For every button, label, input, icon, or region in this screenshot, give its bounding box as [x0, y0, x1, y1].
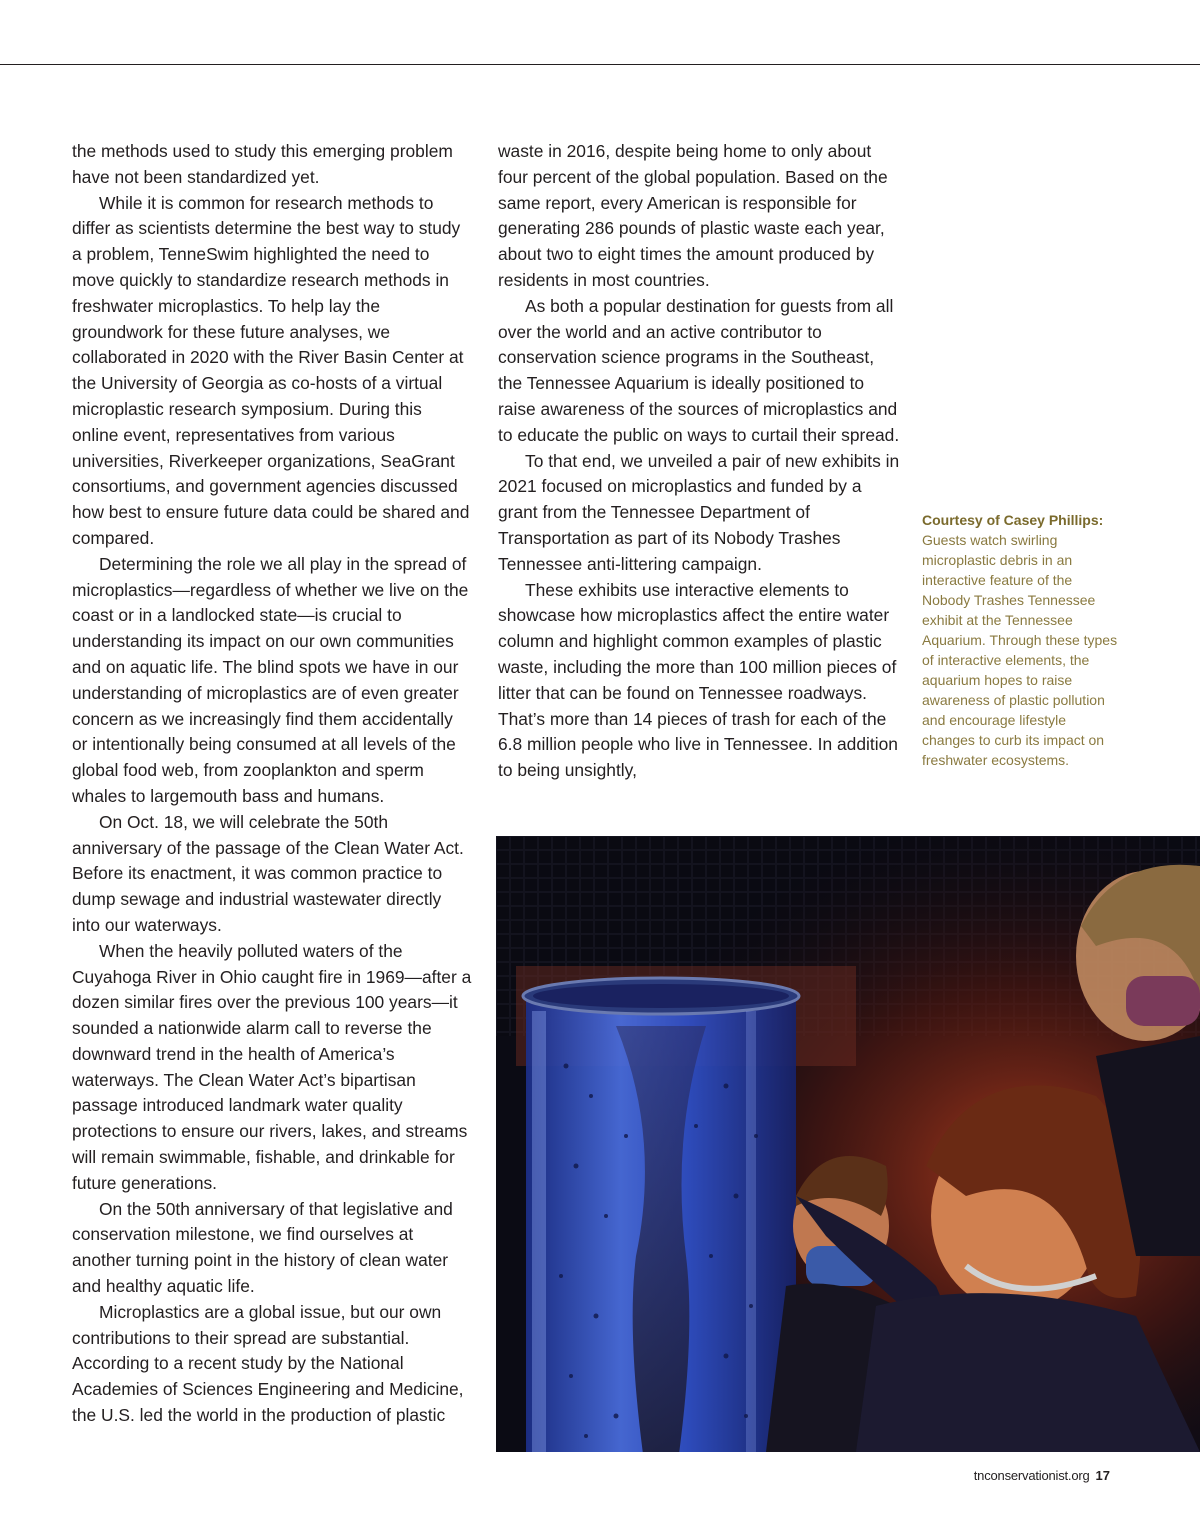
paragraph: the methods used to study this emerging problem have not been standardized yet. — [72, 141, 453, 187]
page-footer — [974, 1468, 1110, 1483]
aquarium-exhibit-photo — [496, 836, 1200, 1452]
paragraph: While it is common for research methods to differ as scientists determine the best way to study a problem, TenneSwim highlighted the need to move quickly to standardize research methods in freshwater microplastics. To help lay the groundwork for these future analyses, we collaborated in 2020 with the River Basin Center at the University of Georgia as co-hosts of a virtual microplastic research symposium. During this online event, representatives from various universities, Riverkeeper organizations, SeaGrant consortiums, and government agencies discussed how best to ensure future data could be shared and compared. — [72, 192, 470, 548]
paragraph: As both a popular destination for guests from all over the world and an active contributor to conservation science programs in the Southeast, the Tennessee Aquarium is ideally positioned to raise awareness of the sources of microplastics and to educate the public on ways to curtail their spread. — [498, 295, 900, 445]
caption-text: Guests watch swirling microplastic debris in an interactive feature of the Nobody Trashes Tennessee exhibit at the Tennessee Aquarium. Through these types of interactive elements, the aquarium hopes to raise awareness of plastic pollution and encourage lifestyle changes to curb its impact on freshwater ecosystems. — [922, 532, 1118, 768]
photo-credit: Courtesy of Casey Phillips: — [922, 512, 1104, 528]
footer-url: tnconservationist.org — [973, 1468, 1090, 1483]
cylindrical-tank — [523, 978, 799, 1452]
article-column-2 — [498, 139, 900, 784]
top-rule — [0, 64, 1200, 65]
paragraph: These exhibits use interactive elements to showcase how microplastics affect the entire water column and highlight common examples of plastic waste, including the more than 100 million pieces of litter that can be found on Tennessee roadways. That’s more than 14 pieces of trash for each of the 6.8 million people who live in Tennessee. In addition to being unsightly, — [498, 579, 898, 781]
paragraph: To that end, we unveiled a pair of new exhibits in 2021 focused on microplastics and funded by a grant from the Tennessee Department of Transportation as part of its Nobody Trashes Tennessee anti-littering campaign. — [498, 450, 900, 574]
paragraph: When the heavily polluted waters of the Cuyahoga River in Ohio caught fire in 1969—after a dozen similar fires over the previous 100 years—it sounded a nationwide alarm call to reverse the downward trend in the health of America’s waterways. The Clean Water Act’s bipartisan passage introduced landmark water quality protections to ensure our rivers, lakes, and streams will remain swimmable, fishable, and drinkable for future generations. — [72, 940, 472, 1193]
paragraph: Microplastics are a global issue, but our own contributions to their spread are substantial. According to a recent study by the National Academies of Sciences Engineering and Medicine, the U.S. led the world in the production of plastic — [72, 1301, 464, 1426]
paragraph: On Oct. 18, we will celebrate the 50th anniversary of the passage of the Clean Water Act. Before its enactment, it was common practice to dump sewage and industrial wastewater directly into our waterways. — [72, 811, 464, 935]
photo-caption — [922, 510, 1122, 770]
page-number: 17 — [1095, 1468, 1110, 1483]
paragraph: Determining the role we all play in the spread of microplastics—regardless of whether we live on the coast or in a landlocked state—is crucial to understanding its impact on our own communities and on aquatic life. The blind spots we have in our understanding of microplastics are of even greater concern as we increasingly find them accidentally or intentionally being consumed at all levels of the global food web, from zooplankton and sperm whales to largemouth bass and humans. — [72, 553, 469, 806]
article-column-1 — [72, 139, 472, 1429]
paragraph: waste in 2016, despite being home to only about four percent of the global population. Based on the same report, every American is responsible for generating 286 pounds of plastic waste each year, about two to eight times the amount produced by residents in most countries. — [498, 141, 888, 290]
paragraph: On the 50th anniversary of that legislative and conservation milestone, we find ourselves at another turning point in the history of clean water and healthy aquatic life. — [72, 1198, 453, 1297]
photo-illustration — [496, 836, 1200, 1452]
